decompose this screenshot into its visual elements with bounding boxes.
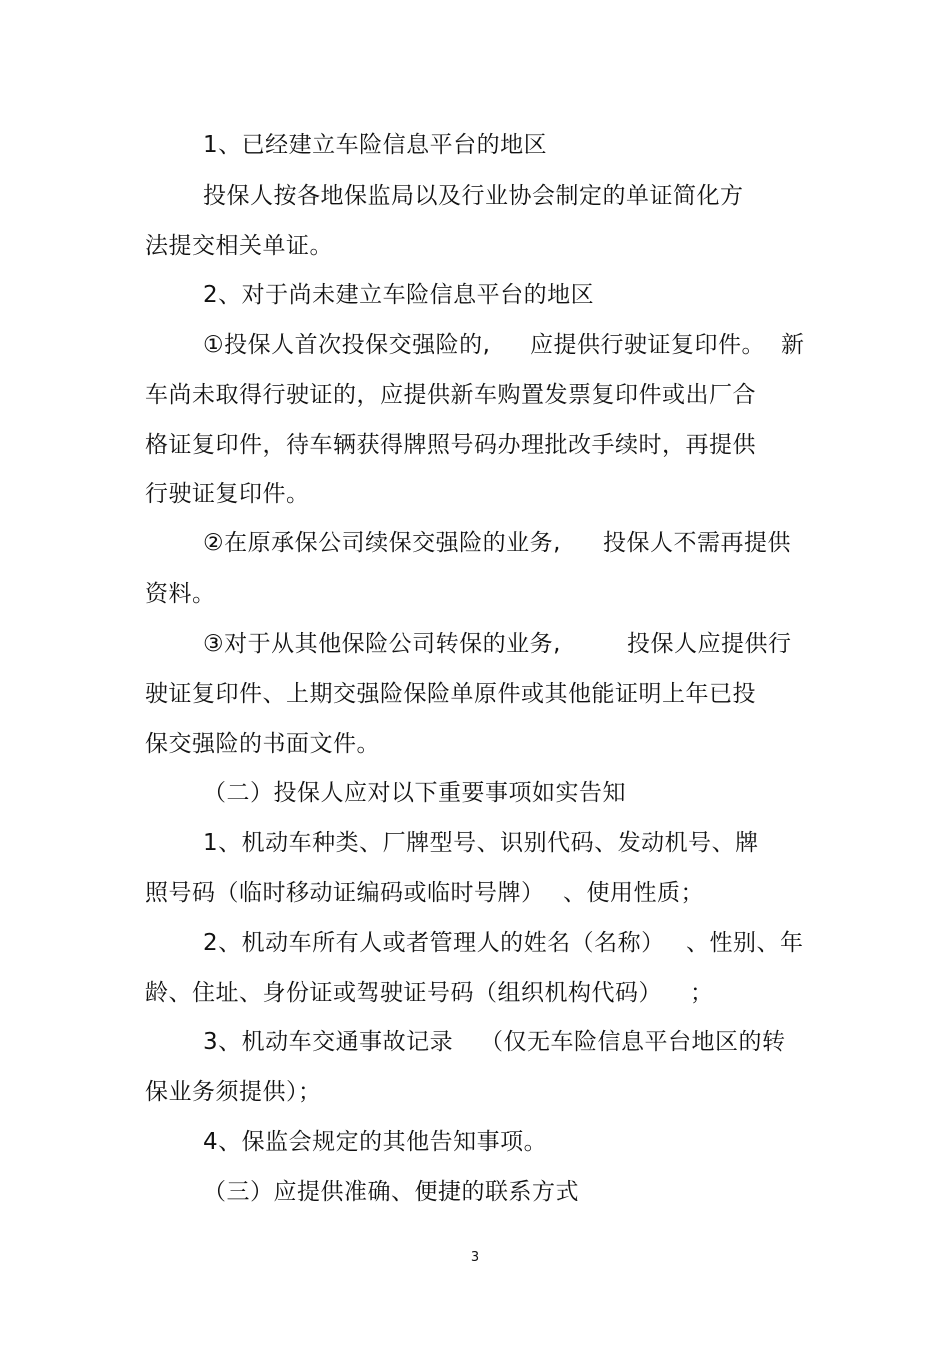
page-number: 3 bbox=[470, 1250, 480, 1265]
text-line: 4、保监会规定的其他告知事项。 bbox=[203, 1129, 548, 1155]
text-line: ； bbox=[690, 980, 714, 1006]
text-line: 、性别、年 bbox=[686, 930, 804, 956]
text-line: 3、机动车交通事故记录 bbox=[203, 1029, 454, 1055]
text-line: 照号码（临时移动证编码或临时号牌） bbox=[145, 880, 545, 906]
text-line: 龄、住址、身份证或驾驶证号码（组织机构代码） bbox=[145, 980, 662, 1006]
text-line: 行驶证复印件。 bbox=[145, 481, 310, 507]
text-line: 车尚未取得行驶证的，应提供新车购置发票复印件或出厂合 bbox=[145, 382, 756, 408]
text-line: 法提交相关单证。 bbox=[145, 233, 333, 259]
text-line: 1、机动车种类、厂牌型号、识别代码、发动机号、牌 bbox=[203, 830, 759, 856]
text-line: 投保人应提供行 bbox=[627, 631, 792, 657]
text-line: ②在原承保公司续保交强险的业务, bbox=[203, 530, 561, 556]
text-line: ③对于从其他保险公司转保的业务, bbox=[203, 631, 561, 657]
text-line: 新 bbox=[781, 332, 805, 358]
section-heading: （三）应提供准确、便捷的联系方式 bbox=[203, 1179, 579, 1205]
text-line: 投保人按各地保监局以及行业协会制定的单证简化方 bbox=[203, 183, 744, 209]
text-line: 2、对于尚未建立车险信息平台的地区 bbox=[203, 282, 595, 308]
text-line: 2、机动车所有人或者管理人的姓名（名称） bbox=[203, 930, 665, 956]
text-line: ①投保人首次投保交强险的, bbox=[203, 332, 491, 358]
text-line: 资料。 bbox=[145, 581, 216, 607]
text-line: （仅无车险信息平台地区的转 bbox=[480, 1029, 786, 1055]
text-line: 格证复印件，待车辆获得牌照号码办理批改手续时，再提供 bbox=[145, 432, 756, 458]
text-line: 1、已经建立车险信息平台的地区 bbox=[203, 132, 548, 158]
section-heading: （二）投保人应对以下重要事项如实告知 bbox=[203, 780, 626, 806]
text-line: 保业务须提供）； bbox=[145, 1079, 322, 1105]
text-line: 驶证复印件、上期交强险保险单原件或其他能证明上年已投 bbox=[145, 681, 756, 707]
text-line: 保交强险的书面文件。 bbox=[145, 731, 380, 757]
text-line: 投保人不需再提供 bbox=[603, 530, 791, 556]
text-line: 应提供行驶证复印件。 bbox=[530, 332, 765, 358]
text-line: 、使用性质； bbox=[563, 880, 704, 906]
